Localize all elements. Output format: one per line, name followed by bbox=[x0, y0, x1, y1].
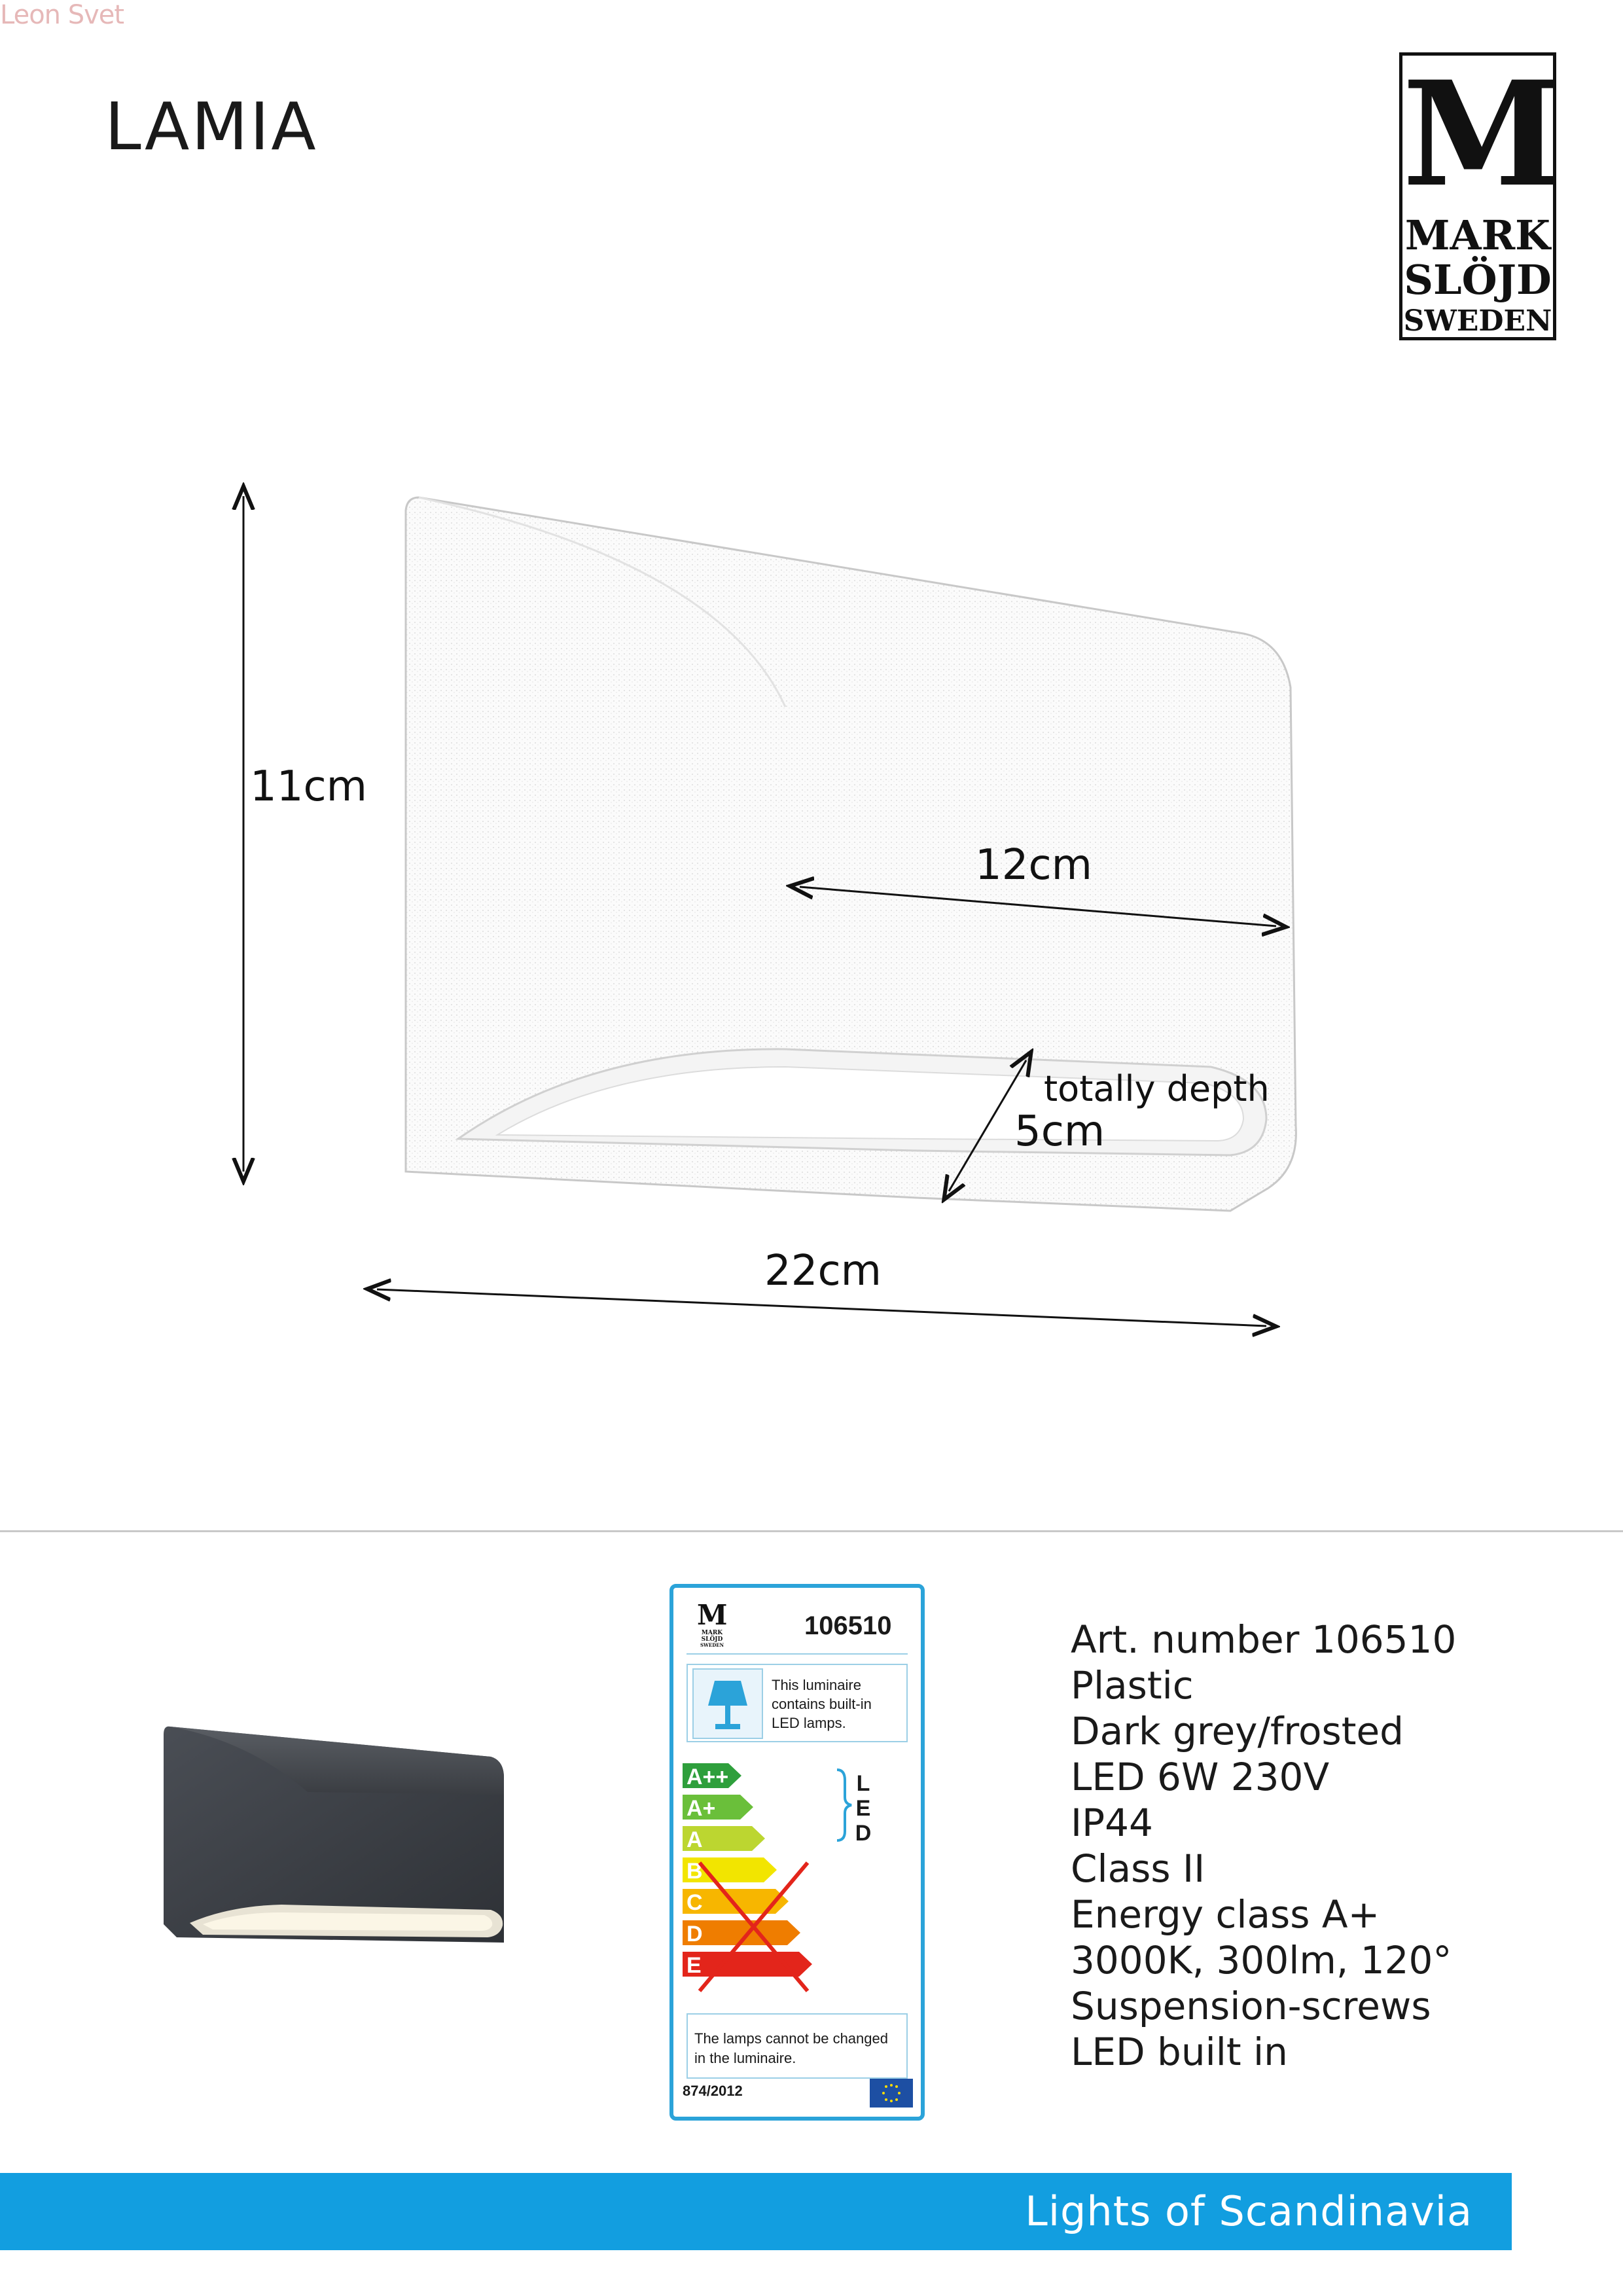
label-regulation: 874/2012 bbox=[683, 2083, 743, 2099]
depth-caption: totally depth bbox=[1044, 1068, 1270, 1109]
energy-class-scale bbox=[673, 1758, 929, 2007]
label-note-2: in the luminaire. bbox=[694, 2050, 796, 2066]
label-brand-logo: M MARK SLÖJD SWEDEN bbox=[697, 1599, 728, 1648]
label-luminaire-text-3: LED lamps. bbox=[772, 1715, 846, 1731]
depth-label: 5cm bbox=[1014, 1107, 1105, 1156]
energy-class-label: A+ bbox=[687, 1796, 716, 1821]
led-bracket bbox=[837, 1770, 851, 1840]
footer-tagline: Lights of Scandinavia bbox=[1025, 2187, 1472, 2235]
energy-class-label: A bbox=[687, 1827, 703, 1852]
eu-flag-icon bbox=[870, 2079, 913, 2108]
product-title: LAMIA bbox=[105, 88, 318, 165]
energy-label bbox=[669, 1584, 925, 2121]
spec-line: LED built in bbox=[1071, 2030, 1288, 2074]
watermark: Leon Svet bbox=[0, 0, 124, 30]
label-info-box bbox=[687, 1664, 908, 1742]
spec-line: Class II bbox=[1071, 1846, 1205, 1891]
logo-line-mark: MARK bbox=[1404, 211, 1551, 259]
brand-logo bbox=[1399, 49, 1562, 340]
spec-line: Art. number 106510 bbox=[1071, 1617, 1457, 1662]
label-note-box bbox=[687, 2013, 908, 2079]
energy-class-label: C bbox=[687, 1890, 703, 1915]
width-label: 22cm bbox=[764, 1247, 882, 1295]
spec-line: IP44 bbox=[1071, 1801, 1153, 1845]
label-luminaire-text-2: contains built-in bbox=[772, 1696, 872, 1712]
spec-list bbox=[1071, 1617, 1456, 2075]
spec-line: Plastic bbox=[1071, 1663, 1194, 1708]
height-label: 11cm bbox=[250, 762, 367, 811]
footer-bar bbox=[0, 2173, 1512, 2250]
logo-line-slojd: SLÖJD bbox=[1404, 256, 1552, 304]
label-article-number: 106510 bbox=[804, 1611, 892, 1640]
energy-class-label: D bbox=[687, 1922, 703, 1946]
spec-line: LED 6W 230V bbox=[1071, 1755, 1330, 1799]
spec-line: Suspension-screws bbox=[1071, 1984, 1431, 2028]
lamp-icon bbox=[692, 1668, 764, 1740]
energy-class-label: B bbox=[687, 1859, 703, 1884]
spec-line: 3000K, 300lm, 120° bbox=[1071, 1938, 1452, 1982]
energy-class-label: A++ bbox=[687, 1765, 729, 1789]
section-divider bbox=[0, 1530, 1623, 1532]
label-note-1: The lamps cannot be changed bbox=[694, 2030, 888, 2047]
label-luminaire-text-1: This luminaire bbox=[772, 1677, 861, 1693]
dimension-drawing bbox=[0, 458, 1623, 1374]
logo-line-sweden: SWEDEN bbox=[1403, 304, 1552, 338]
spec-line: Energy class A+ bbox=[1071, 1892, 1380, 1937]
spec-line: Dark grey/frosted bbox=[1071, 1709, 1404, 1753]
inner-width-label: 12cm bbox=[975, 841, 1092, 889]
logo-letter: M bbox=[1402, 49, 1562, 219]
product-photo bbox=[151, 1715, 517, 1964]
energy-class-label: E bbox=[687, 1953, 702, 1978]
led-letters: L E D bbox=[855, 1771, 872, 1846]
